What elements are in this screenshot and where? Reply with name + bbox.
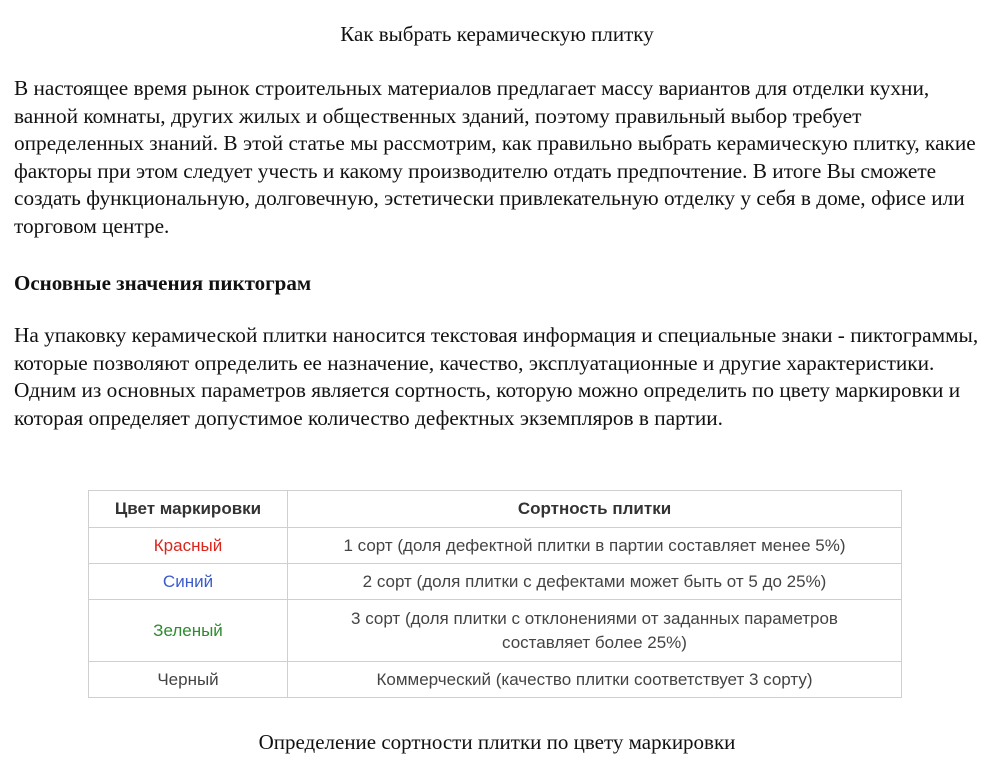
table-caption: Определение сортности плитки по цвету маркировки	[258, 730, 736, 754]
color-cell: Черный	[89, 662, 288, 698]
header-marking-color: Цвет маркировки	[89, 491, 288, 528]
grade-cell: 1 сорт (доля дефектной плитки в партии составляет менее 5%)	[288, 528, 902, 564]
section-heading: Основные значения пиктограм	[14, 271, 312, 295]
grade-cell: Коммерческий (качество плитки соответствует 3 сорту)	[288, 662, 902, 698]
color-cell: Красный	[89, 528, 288, 564]
table-row	[89, 528, 902, 564]
table-row	[89, 662, 902, 698]
color-cell: Зеленый	[89, 600, 288, 662]
table-header-row	[89, 491, 902, 528]
color-cell: Синий	[89, 564, 288, 600]
grade-cell: 2 сорт (доля плитки с дефектами может быть от 5 до 25%)	[288, 564, 902, 600]
grade-table	[88, 490, 902, 698]
article-title: Как выбрать керамическую плитку	[340, 22, 654, 46]
grade-text: 3 сорт (доля плитки с отклонениями от заданных параметров составляет более 25%)	[351, 608, 838, 652]
grade-cell	[288, 600, 902, 662]
intro-paragraph: В настоящее время рынок строительных материалов предлагает массу вариантов для отделки кухни, ванной комнаты, других жилых и общественных зданий, поэтому правильный выбор требует определенных знаний. В этой статье мы рассмотрим, как правильно выбрать керамическую плитку, какие факторы при этом следует учесть и какому производителю отдать предпочтение. В итоге Вы сможете создать функциональную, долговечную, эстетически привлекательную отделку у себя в доме, офисе или торговом центре.	[14, 76, 976, 238]
header-tile-grade: Сортность плитки	[288, 491, 902, 528]
table-row	[89, 600, 902, 662]
table-row	[89, 564, 902, 600]
section-paragraph: На упаковку керамической плитки наносится текстовая информация и специальные знаки - пиктограммы, которые позволяют определить ее назначение, качество, эксплуатационные и другие характеристики. Одним из основных параметров является сортность, которую можно определить по цвету маркировки и которая определяет допустимое количество дефектных экземпляров в партии.	[14, 323, 979, 430]
